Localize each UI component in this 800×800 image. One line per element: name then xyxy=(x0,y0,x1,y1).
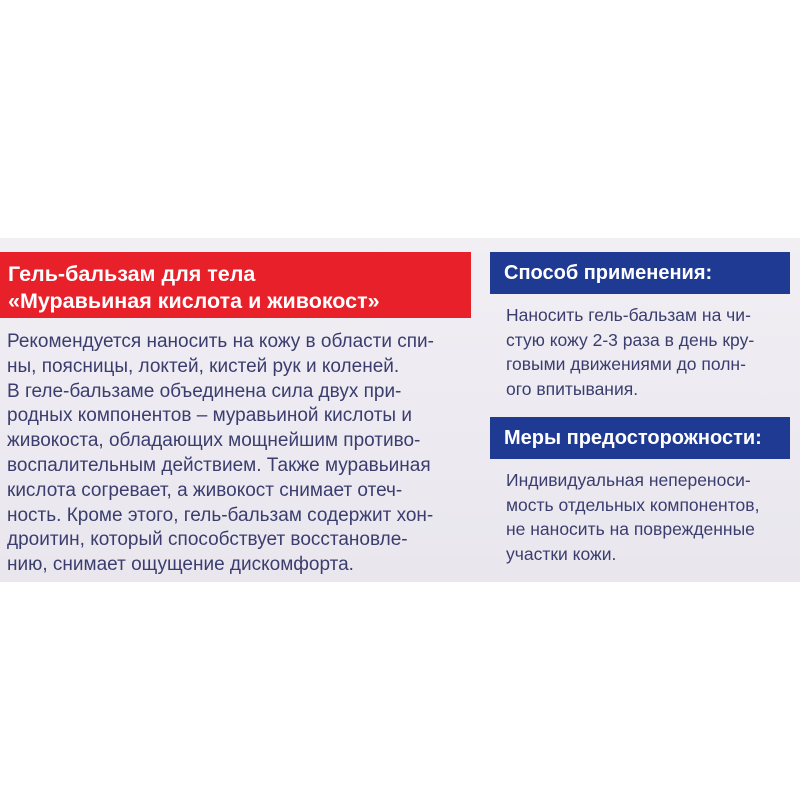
description-text xyxy=(0,318,471,578)
usage-line: стую кожу 2-3 раза в день кру- xyxy=(506,329,755,350)
caution-line: мость отдельных компонентов, xyxy=(506,494,760,515)
usage-heading-banner xyxy=(490,252,790,294)
description-line: ны, поясницы, локтей, кистей рук и коленей. xyxy=(7,355,400,377)
usage-heading: Способ применения: xyxy=(504,261,713,284)
product-title-banner xyxy=(0,252,471,318)
description-line: живокоста, обладающих мощнейшим противо- xyxy=(7,430,421,452)
caution-heading: Меры предосторожности: xyxy=(504,426,762,449)
description-line: кислота согревает, а живокост снимает отеч- xyxy=(7,479,403,501)
caution-line: участки кожи. xyxy=(506,543,617,564)
description-line: родных компонентов – муравьиной кислоты и xyxy=(7,405,412,427)
caution-heading-banner xyxy=(490,417,790,459)
caution-line: не наносить на поврежденные xyxy=(506,519,755,539)
description-line: нию, снимает ощущение дискомфорта. xyxy=(7,554,354,576)
description-line: Рекомендуется наносить на кожу в области спи- xyxy=(7,331,434,352)
caution-text xyxy=(490,459,790,566)
usage-text xyxy=(490,294,790,399)
description-line: воспалительным действием. Также муравьиная xyxy=(7,454,431,476)
description-section xyxy=(0,252,471,578)
instructions-section xyxy=(490,252,790,566)
description-line: ность. Кроме этого, гель-бальзам содержит хон- xyxy=(7,504,434,526)
caution-line: Индивидуальная непереноси- xyxy=(506,470,751,490)
description-line: В геле-бальзаме объединена сила двух при- xyxy=(7,380,402,402)
usage-line: говыми движениями до полн- xyxy=(506,354,746,374)
product-title-line-2: «Муравьиная кислота и живокост» xyxy=(8,289,380,313)
usage-line: ого впитывания. xyxy=(506,378,639,399)
description-line: дроитин, который способствует восстановле- xyxy=(7,529,408,551)
usage-line: Наносить гель-бальзам на чи- xyxy=(506,305,751,325)
product-title-line-1: Гель-бальзам для тела xyxy=(8,262,256,286)
